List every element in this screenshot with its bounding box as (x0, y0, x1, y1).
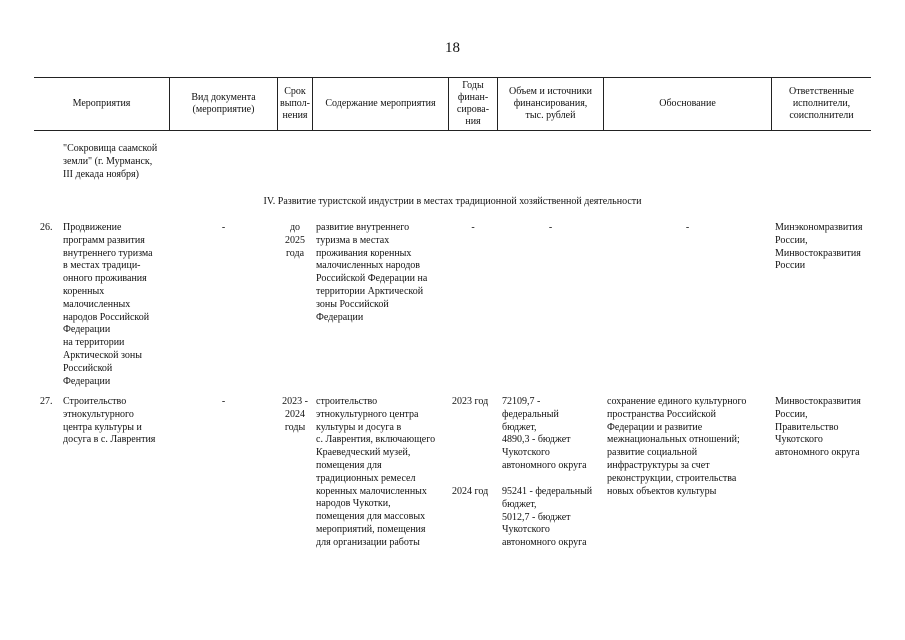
row-document-type: - (221, 396, 226, 407)
table-header-bottom-rule (34, 130, 871, 131)
row-executors: Минэкономразвития России, Минвостокразвития России (775, 222, 863, 272)
column-header-funding: Объем и источники финансирования, тыс. рублей (508, 85, 593, 121)
row-document-type: - (221, 222, 226, 233)
row-content: строительство этнокультурного центра культуры и досуга в с. Лаврентия, включающего Краеведческий музей, помещения для традиционных ремесел коренных малочисленных народов Чукотки, помещения для массовых мероприятий, помещения для организации работы (316, 396, 436, 548)
column-header-content: Содержание мероприятия (325, 97, 436, 109)
column-header-years: Годы финан- сирова- ния (456, 79, 490, 127)
row-funding-2024: 95241 - федеральный бюджет, 5012,7 - бюджет Чукотского автономного округа (502, 486, 593, 549)
continuation-text: "Сокровища саамской земли" (г. Мурманск, III декада ноября) (63, 143, 158, 180)
row-justification: - (685, 222, 690, 233)
row-justification: сохранение единого культурного пространства Российской Федерации и развитие межнациональных отношений; развитие социальной инфраструктуры за счет реконструкции, строительства новых объектов культуры (607, 396, 747, 497)
row-activity: Продвижение программ развития внутреннего туризма в местах традици- онного проживания коренных малочисленных народов Российской Федерации на территории Арктической зоны Российской Федерации (63, 222, 153, 387)
page-number: 18 (445, 40, 460, 56)
column-header-justification: Обоснование (659, 97, 716, 109)
row-year-2024: 2024 год (452, 486, 489, 497)
row-years: - (471, 222, 475, 233)
column-header-activities: Мероприятия (72, 97, 131, 109)
column-header-deadline: Срок выпол- нения (280, 85, 310, 121)
row-funding-2023: 72109,7 - федеральный бюджет, 4890,3 - бюджет Чукотского автономного округа (502, 396, 587, 471)
row-number: 27. (40, 396, 53, 407)
row-funding: - (548, 222, 553, 233)
row-activity: Строительство этнокультурного центра культуры и досуга в с. Лаврентия (63, 396, 156, 446)
row-deadline: 2023 - 2024 годы (282, 396, 308, 433)
row-year-2023: 2023 год (452, 396, 489, 407)
row-content: развитие внутреннего туризма в местах проживания коренных малочисленных народов Российской Федерации на территории Арктической зоны Российской Федерации (316, 222, 428, 323)
section-title: IV. Развитие туристской индустрии в местах традиционной хозяйственной деятельности (263, 196, 642, 207)
row-number: 26. (40, 222, 53, 233)
row-executors: Минвостокразвития России, Правительство Чукотского автономного округа (775, 396, 861, 459)
column-header-document-type: Вид документа (мероприятие) (191, 91, 256, 115)
row-deadline: до 2025 года (285, 222, 305, 259)
column-header-executors: Ответственные исполнители, соисполнители (789, 85, 854, 121)
